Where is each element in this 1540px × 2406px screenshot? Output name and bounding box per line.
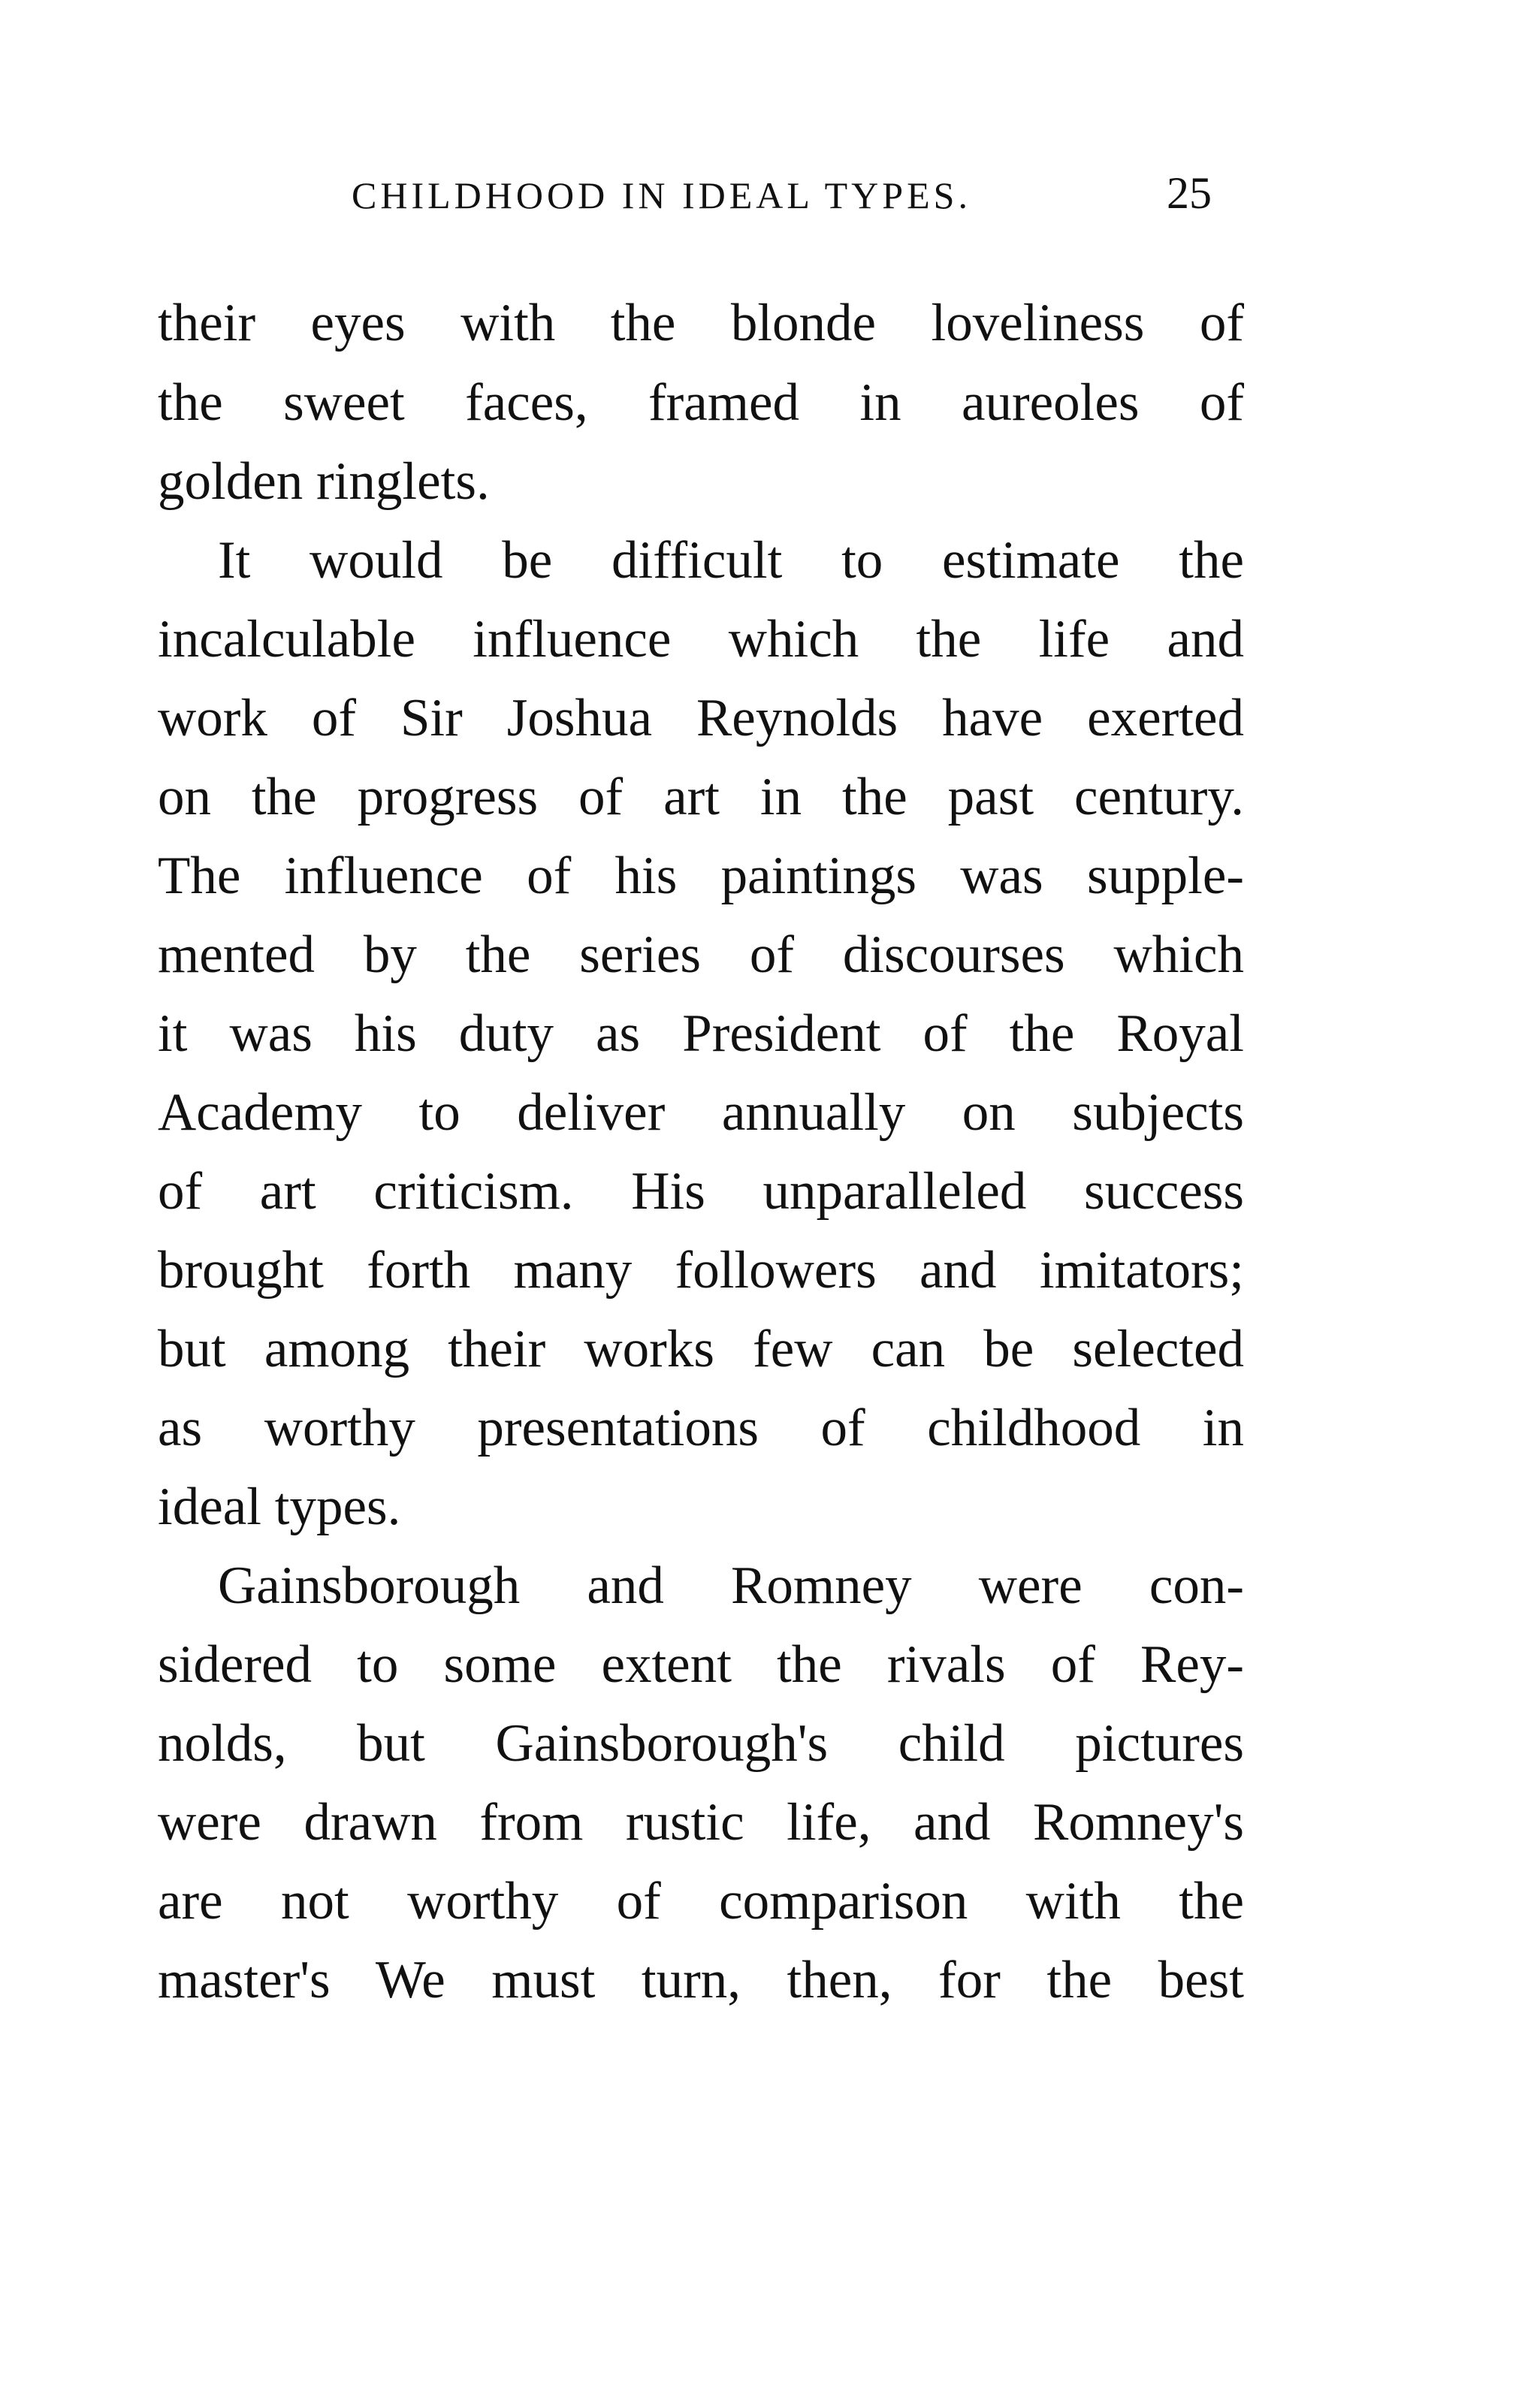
text-line: master's We must turn, then, for the best bbox=[158, 1951, 1244, 2009]
text-line: work of Sir Joshua Reynolds have exerted bbox=[158, 689, 1244, 747]
paragraph-start-line: Gainsborough and Romney were con- bbox=[218, 1556, 1244, 1615]
text-line: as worthy presentations of childhood in bbox=[158, 1399, 1244, 1457]
text-line: sidered to some extent the rivals of Rey- bbox=[158, 1635, 1244, 1694]
text-line: of art criticism. His unparalleled success bbox=[158, 1162, 1244, 1221]
text-line: are not worthy of comparison with the bbox=[158, 1872, 1244, 1931]
text-line: it was his duty as President of the Royal bbox=[158, 1004, 1244, 1063]
text-line: their eyes with the blonde loveliness of bbox=[158, 294, 1244, 352]
page-number: 25 bbox=[1167, 168, 1212, 218]
running-head: CHILDHOOD IN IDEAL TYPES. bbox=[352, 174, 971, 216]
text-line: the sweet faces, framed in aureoles of bbox=[158, 373, 1244, 432]
text-line: golden ringlets. bbox=[158, 452, 490, 511]
text-line: incalculable influence which the life and bbox=[158, 610, 1244, 669]
text-line: but among their works few can be selected bbox=[158, 1320, 1244, 1378]
text-line: brought forth many followers and imitators; bbox=[158, 1241, 1244, 1300]
text-line: Academy to deliver annually on subjects bbox=[158, 1083, 1244, 1142]
text-line: on the progress of art in the past century. bbox=[158, 768, 1244, 826]
text-line: The influence of his paintings was supple- bbox=[158, 847, 1244, 905]
text-line: mented by the series of discourses which bbox=[158, 925, 1244, 984]
text-line: ideal types. bbox=[158, 1478, 401, 1536]
text-line: nolds, but Gainsborough's child pictures bbox=[158, 1714, 1244, 1773]
paragraph-start-line: It would be difficult to estimate the bbox=[218, 531, 1244, 590]
text-line: were drawn from rustic life, and Romney's bbox=[158, 1793, 1244, 1852]
